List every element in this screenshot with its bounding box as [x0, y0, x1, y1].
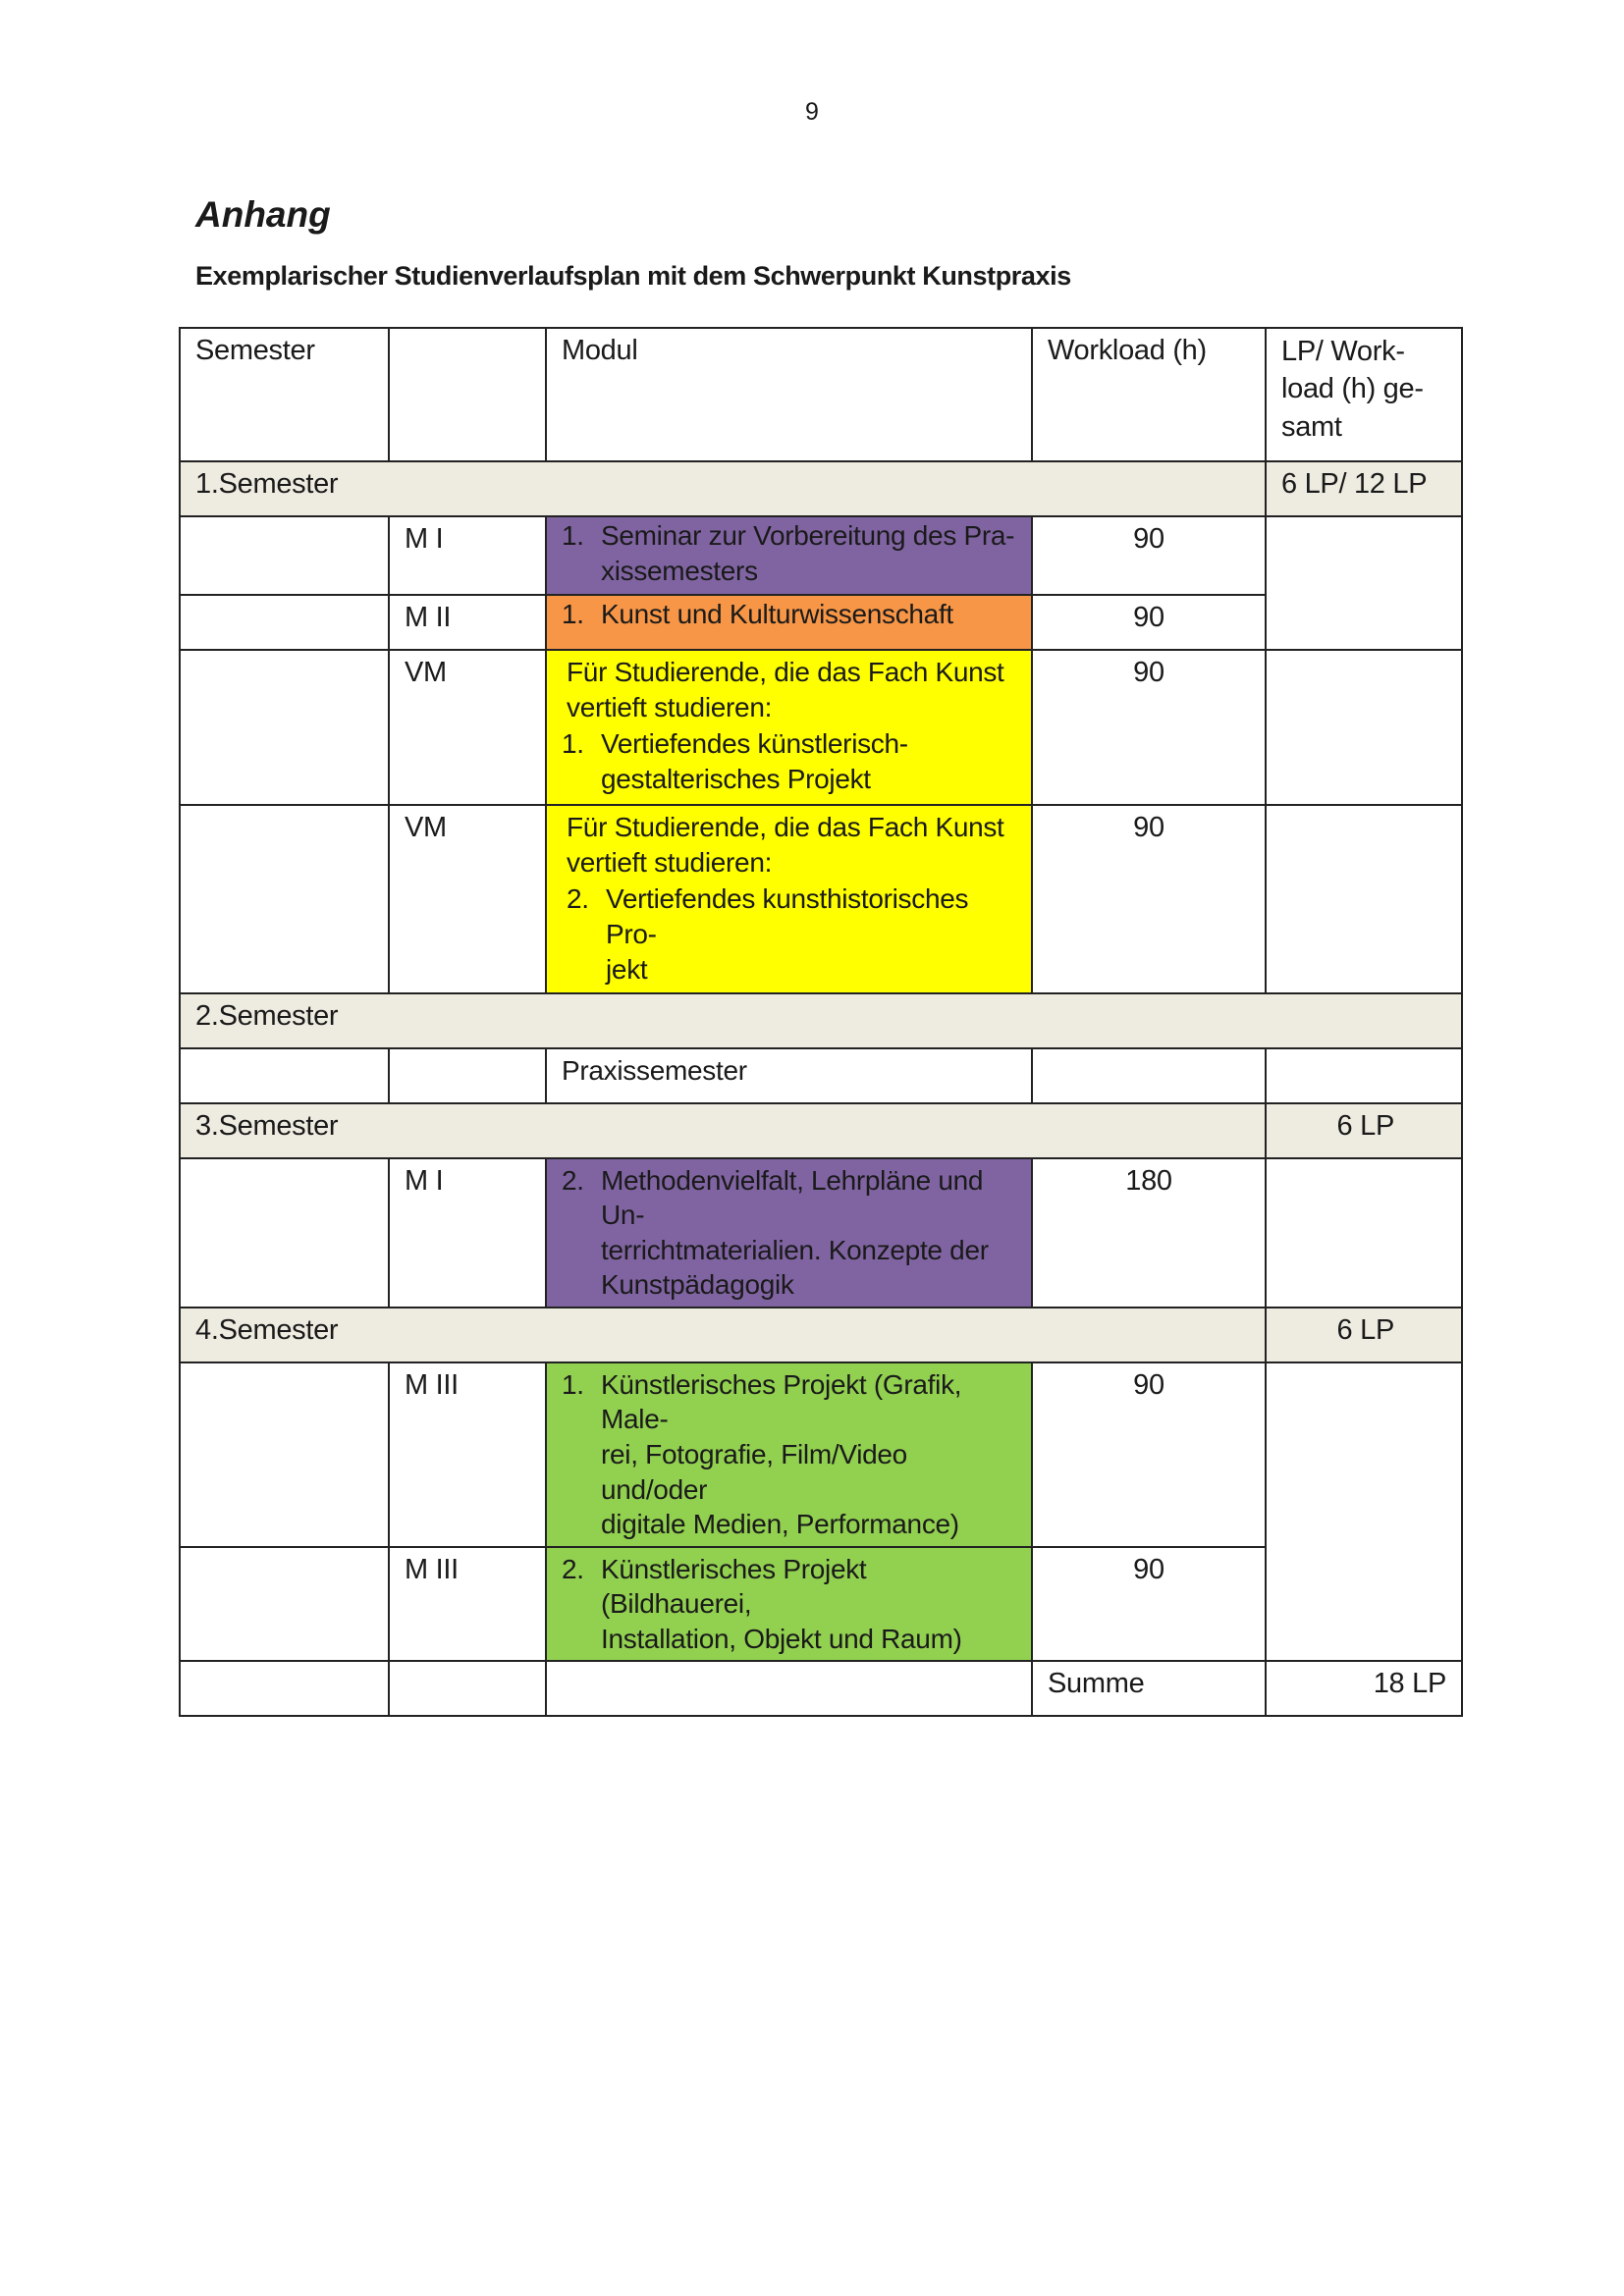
workload-value: 90 — [1032, 650, 1266, 805]
workload-value: 90 — [1032, 1547, 1266, 1662]
module-title: Kunst und Kulturwissenschaft — [601, 598, 953, 629]
semester-row-4 — [180, 1308, 1462, 1362]
appendix-heading: Anhang — [195, 194, 331, 235]
item-number: 1. — [562, 1368, 584, 1400]
header-lp: LP/ Work- load (h) ge- samt — [1266, 328, 1462, 461]
study-plan-table — [179, 327, 1463, 1717]
item-number: 2. — [562, 1164, 584, 1196]
semester-label: 2.Semester — [180, 993, 1462, 1048]
module-cell — [546, 650, 1032, 805]
page-number: 9 — [805, 98, 819, 126]
module-code: M I — [389, 1158, 546, 1308]
lp-cell — [1266, 805, 1462, 993]
item-number: 1. — [562, 598, 584, 629]
empty-cell — [180, 650, 389, 805]
table-row — [180, 516, 1462, 595]
item-number: 2. — [567, 882, 589, 914]
semester-lp: 6 LP/ 12 LP — [1266, 461, 1462, 516]
workload-value: 90 — [1032, 595, 1266, 650]
module-cell — [546, 516, 1032, 595]
header-empty — [389, 328, 546, 461]
header-semester: Semester — [180, 328, 389, 461]
module-intro: Für Studierende, die das Fach Kunst vertieft studieren: — [567, 656, 1004, 723]
table-row — [180, 1048, 1462, 1103]
module-title: Künstlerisches Projekt (Bildhauerei, Installation, Objekt und Raum) — [601, 1553, 962, 1654]
semester-row-2 — [180, 993, 1462, 1048]
semester-label: 4.Semester — [180, 1308, 1266, 1362]
empty-cell — [180, 1048, 389, 1103]
module-title: Künstlerisches Projekt (Grafik, Male- rei, Fotografie, Film/Video und/oder digitale Medien, Performance) — [601, 1368, 962, 1540]
semester-label: 3.Semester — [180, 1103, 1266, 1158]
empty-cell — [180, 1547, 389, 1662]
semester-lp: 6 LP — [1266, 1103, 1462, 1158]
empty-cell — [180, 1158, 389, 1308]
item-number: 1. — [562, 520, 584, 551]
lp-cell — [1266, 1158, 1462, 1308]
empty-cell — [180, 805, 389, 993]
module-cell — [546, 595, 1032, 650]
semester-row-3 — [180, 1103, 1462, 1158]
empty-cell — [180, 595, 389, 650]
workload-value: 90 — [1032, 1362, 1266, 1547]
table-row — [180, 1362, 1462, 1547]
table-row — [180, 650, 1462, 805]
semester-row-1 — [180, 461, 1462, 516]
empty-cell — [180, 1661, 389, 1716]
module-code: VM — [389, 805, 546, 993]
module-intro: Für Studierende, die das Fach Kunst vertieft studieren: — [567, 811, 1004, 879]
table-row — [180, 805, 1462, 993]
empty-cell — [1032, 1048, 1266, 1103]
table-header-row — [180, 328, 1462, 461]
empty-cell — [389, 1048, 546, 1103]
empty-cell — [180, 1362, 389, 1547]
header-workload: Workload (h) — [1032, 328, 1266, 461]
module-cell — [546, 805, 1032, 993]
total-row — [180, 1661, 1462, 1716]
item-number: 2. — [562, 1553, 584, 1584]
workload-value: 180 — [1032, 1158, 1266, 1308]
total-value: 18 LP — [1266, 1661, 1462, 1716]
module-code: M III — [389, 1547, 546, 1662]
table-caption: Exemplarischer Studienverlaufsplan mit dem Schwerpunkt Kunstpraxis — [195, 261, 1071, 291]
module-title: Vertiefendes kunsthistorisches Pro- jekt — [606, 882, 969, 986]
semester-label: 1.Semester — [180, 461, 1266, 516]
workload-value: 90 — [1032, 805, 1266, 993]
table-row — [180, 1158, 1462, 1308]
module-cell — [546, 1547, 1032, 1662]
empty-cell — [1266, 1048, 1462, 1103]
header-modul: Modul — [546, 328, 1032, 461]
module-cell — [546, 1158, 1032, 1308]
workload-value: 90 — [1032, 516, 1266, 595]
module-title: Praxissemester — [546, 1048, 1032, 1103]
empty-cell — [180, 516, 389, 595]
total-label: Summe — [1032, 1661, 1266, 1716]
module-title: Methodenvielfalt, Lehrpläne und Un- terrichtmaterialien. Konzepte der Kunstpädagogik — [601, 1164, 989, 1301]
module-cell — [546, 1362, 1032, 1547]
lp-cell — [1266, 516, 1462, 650]
module-title: Seminar zur Vorbereitung des Pra- xissemesters — [601, 520, 1015, 587]
lp-cell — [1266, 650, 1462, 805]
module-code: M I — [389, 516, 546, 595]
module-code: VM — [389, 650, 546, 805]
module-code: M III — [389, 1362, 546, 1547]
module-title: Vertiefendes künstlerisch- gestalterisches Projekt — [601, 727, 908, 794]
semester-lp: 6 LP — [1266, 1308, 1462, 1362]
lp-cell — [1266, 1362, 1462, 1661]
empty-cell — [546, 1661, 1032, 1716]
empty-cell — [389, 1661, 546, 1716]
item-number: 1. — [562, 727, 584, 759]
module-code: M II — [389, 595, 546, 650]
